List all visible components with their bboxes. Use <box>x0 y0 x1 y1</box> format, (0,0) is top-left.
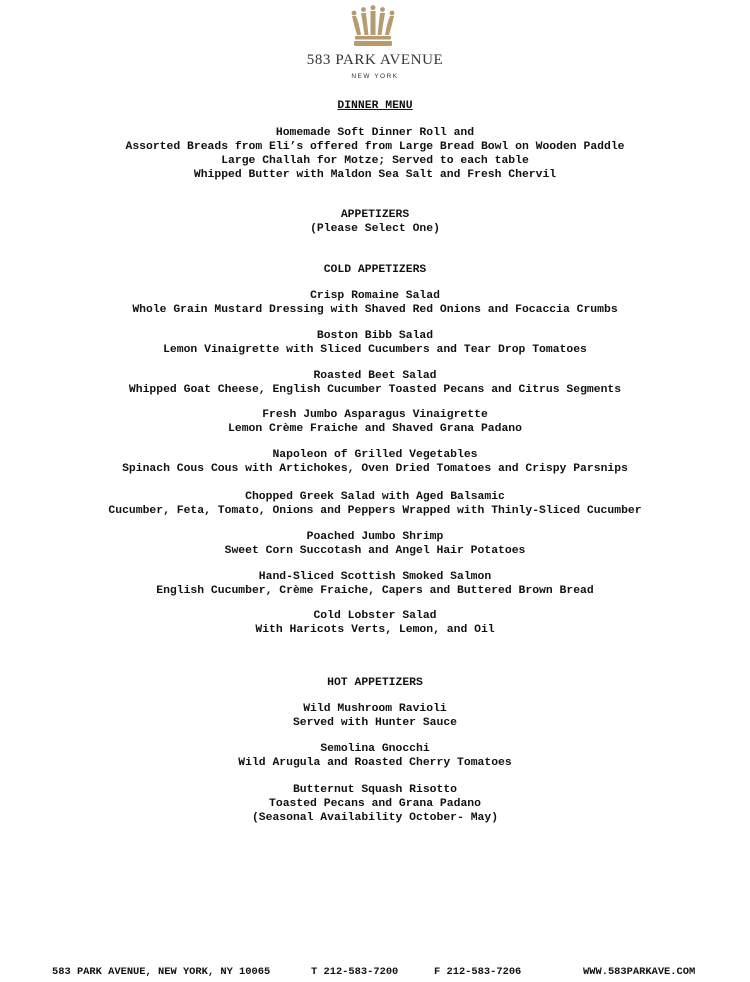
item-description: Wild Arugula and Roasted Cherry Tomatoes <box>238 757 512 769</box>
brand-name: 583 PARK AVENUE <box>306 52 444 68</box>
item-name: Hand-Sliced Scottish Smoked Salmon <box>258 571 492 583</box>
item-name: Crisp Romaine Salad <box>310 290 440 302</box>
item-description: Served with Hunter Sauce <box>292 717 458 729</box>
item-description: Lemon Crème Fraiche and Shaved Grana Padano <box>228 423 522 435</box>
item-description: With Haricots Verts, Lemon, and Oil <box>255 624 495 636</box>
item-name: Roasted Beet Salad <box>313 370 437 382</box>
menu-item <box>0 530 750 558</box>
menu-item <box>0 702 750 730</box>
item-name: Cold Lobster Salad <box>313 610 437 622</box>
menu-item <box>0 490 750 518</box>
item-name: Butternut Squash Risotto <box>292 784 458 796</box>
item-description: Cucumber, Feta, Tomato, Onions and Peppers Wrapped with Thinly-Sliced Cucumber <box>108 505 642 517</box>
footer-phone: T 212-583-7200 <box>311 966 399 978</box>
footer <box>0 966 750 980</box>
item-note: (Seasonal Availability October- May) <box>251 812 499 824</box>
bread-line: Assorted Breads from Eli’s offered from Large Bread Bowl on Wooden Paddle <box>125 141 625 153</box>
menu-title <box>0 100 750 112</box>
item-name: Chopped Greek Salad with Aged Balsamic <box>245 491 505 503</box>
appetizers-heading: APPETIZERS <box>340 209 410 221</box>
footer-address: 583 PARK AVENUE, NEW YORK, NY 10065 <box>52 966 271 978</box>
item-name: Napoleon of Grilled Vegetables <box>272 449 478 461</box>
bread-line: Whipped Butter with Maldon Sea Salt and Fresh Chervil <box>193 169 557 181</box>
hot-appetizers-heading: HOT APPETIZERS <box>327 677 423 689</box>
bread-service <box>0 126 750 182</box>
item-name: Semolina Gnocchi <box>320 743 430 755</box>
item-description: Toasted Pecans and Grana Padano <box>269 798 481 810</box>
menu-item <box>0 369 750 397</box>
item-description: Spinach Cous Cous with Artichokes, Oven Dried Tomatoes and Crispy Parsnips <box>122 463 628 475</box>
menu-item <box>0 408 750 436</box>
footer-fax: F 212-583-7206 <box>434 966 522 978</box>
brand-city: NEW YORK <box>351 73 399 80</box>
appetizers-section <box>0 208 750 236</box>
item-description: English Cucumber, Crème Fraiche, Capers and Buttered Brown Bread <box>156 585 594 597</box>
item-description: Whipped Goat Cheese, English Cucumber Toasted Pecans and Citrus Segments <box>128 384 622 396</box>
menu-item <box>0 570 750 598</box>
menu-item <box>0 783 750 825</box>
menu-item <box>0 448 750 476</box>
item-description: Whole Grain Mustard Dressing with Shaved Red Onions and Focaccia Crumbs <box>132 304 618 316</box>
menu-item <box>0 609 750 637</box>
menu-item <box>0 329 750 357</box>
footer-website[interactable]: WWW.583PARKAVE.COM <box>583 966 696 978</box>
appetizers-subheading: (Please Select One) <box>310 223 440 235</box>
item-name: Boston Bibb Salad <box>316 330 434 342</box>
cold-appetizers-heading: COLD APPETIZERS <box>323 264 427 276</box>
item-name: Wild Mushroom Ravioli <box>303 703 447 715</box>
item-description: Sweet Corn Succotash and Angel Hair Potatoes <box>224 545 526 557</box>
item-name: Poached Jumbo Shrimp <box>306 531 444 543</box>
menu-item <box>0 289 750 317</box>
crown-icon <box>348 5 398 47</box>
item-description: Lemon Vinaigrette with Sliced Cucumbers and Tear Drop Tomatoes <box>163 344 587 356</box>
menu-item <box>0 742 750 770</box>
menu-title-text: DINNER MENU <box>337 100 413 112</box>
item-name: Fresh Jumbo Asparagus Vinaigrette <box>262 409 488 421</box>
bread-line: Homemade Soft Dinner Roll and <box>275 127 475 139</box>
bread-line: Large Challah for Motze; Served to each table <box>221 155 529 167</box>
